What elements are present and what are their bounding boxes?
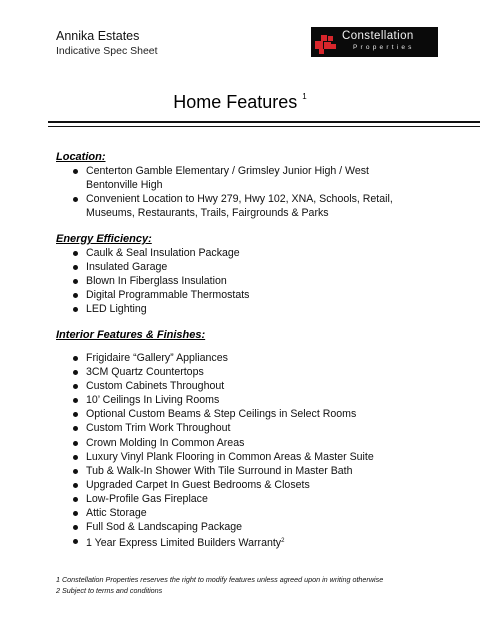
- section-heading-location: Location:: [56, 151, 106, 163]
- location-list: [56, 164, 396, 220]
- warranty-footnote-mark: 2: [281, 538, 285, 545]
- list-item: Full Sod & Landscaping Package: [56, 520, 396, 534]
- list-item: Insulated Garage: [56, 260, 396, 274]
- list-item: 10’ Ceilings In Living Rooms: [56, 393, 396, 407]
- title-divider-thin: [48, 126, 480, 127]
- list-item: Centerton Gamble Elementary / Grimsley Junior High / West Bentonville High: [56, 164, 396, 192]
- list-item: Digital Programmable Thermostats: [56, 288, 396, 302]
- page-header: [0, 0, 480, 70]
- list-item: Optional Custom Beams & Step Ceilings in Select Rooms: [56, 407, 396, 421]
- title-footnote-mark: 1: [302, 92, 307, 101]
- list-item: Tub & Walk-In Shower With Tile Surround in Master Bath: [56, 464, 396, 478]
- title-text: Home Features: [173, 92, 298, 112]
- list-item: Blown In Fiberglass Insulation: [56, 274, 396, 288]
- footnotes: [56, 575, 456, 596]
- logo-tagline: Properties: [353, 44, 415, 51]
- company-name: Annika Estates: [56, 29, 140, 43]
- warranty-text: 1 Year Express Limited Builders Warranty: [86, 537, 282, 550]
- logo-name: Constellation: [342, 30, 414, 42]
- list-item: 3CM Quartz Countertops: [56, 365, 396, 379]
- list-item: LED Lighting: [56, 302, 396, 316]
- list-item: Custom Cabinets Throughout: [56, 379, 396, 393]
- title-divider-thick: [48, 121, 480, 123]
- list-item: Custom Trim Work Throughout: [56, 421, 396, 435]
- list-item: Convenient Location to Hwy 279, Hwy 102, XNA, Schools, Retail, Museums, Restaurants, Trails, Fairgrounds & Parks: [56, 192, 396, 220]
- interior-list: [56, 351, 396, 550]
- document-type: Indicative Spec Sheet: [56, 45, 158, 57]
- list-item: Upgraded Carpet In Guest Bedrooms & Closets: [56, 478, 396, 492]
- footnote-1: 1 Constellation Properties reserves the right to modify features unless agreed upon in writing otherwise: [56, 575, 384, 584]
- section-heading-energy: Energy Efficiency:: [56, 233, 152, 245]
- list-item: Caulk & Seal Insulation Package: [56, 246, 396, 260]
- list-item: [56, 534, 396, 550]
- list-item: Attic Storage: [56, 506, 396, 520]
- brand-logo: [311, 27, 438, 57]
- list-item: Low-Profile Gas Fireplace: [56, 492, 396, 506]
- logo-blocks-icon: [315, 32, 337, 54]
- footnote-2: 2 Subject to terms and conditions: [56, 585, 163, 595]
- energy-list: [56, 246, 396, 316]
- list-item: Luxury Vinyl Plank Flooring in Common Areas & Master Suite: [56, 450, 396, 464]
- section-heading-interior: Interior Features & Finishes:: [56, 329, 206, 341]
- list-item: Frigidaire “Gallery” Appliances: [56, 351, 396, 365]
- page-title: [0, 92, 480, 113]
- list-item: Crown Molding In Common Areas: [56, 436, 396, 450]
